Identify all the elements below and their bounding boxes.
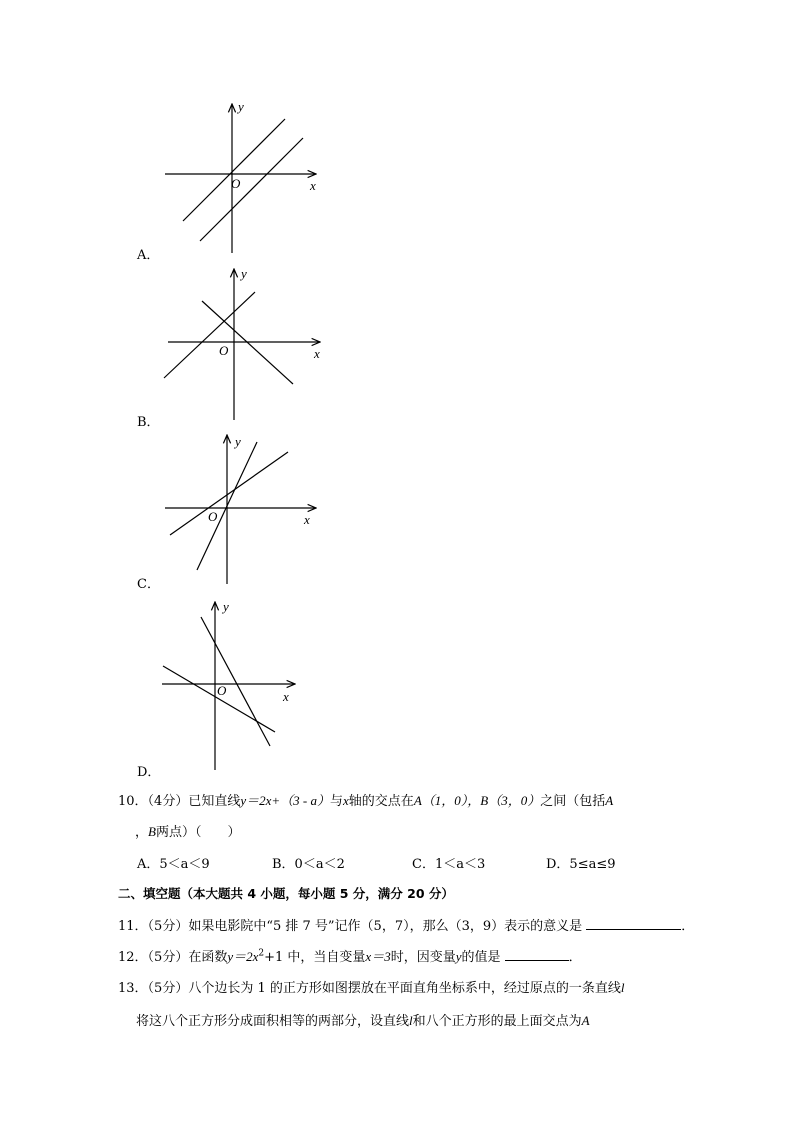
- figure-a: [160, 96, 330, 256]
- section-2-title: 二、填空题（本大题共 4 小题，每小题 5 分，满分 20 分）: [118, 886, 454, 901]
- figure-c: [160, 432, 330, 587]
- origin-label: O: [217, 683, 227, 698]
- x-label: x: [314, 346, 320, 361]
- q10-a: A: [605, 793, 614, 808]
- y-label: y: [235, 434, 241, 449]
- q10-text-d: 之间（包括: [540, 794, 606, 809]
- q12-sup: 2: [258, 948, 265, 959]
- q10-points: A（1，0），B（3，0）: [413, 793, 541, 808]
- q10-choice-d[interactable]: D．5≤a≤9: [546, 857, 616, 872]
- y-label: y: [223, 600, 229, 614]
- q11-answer-blank[interactable]: [586, 917, 681, 930]
- graph-c: [160, 432, 330, 587]
- q12-y: y: [455, 949, 462, 964]
- q10-b: B: [148, 824, 156, 839]
- q10-comma: ，: [135, 825, 149, 840]
- graph-a: [160, 96, 330, 256]
- q10-choice-a[interactable]: A．5＜a＜9: [137, 857, 210, 872]
- q13-line-2: [136, 1010, 590, 1029]
- q12-end: ．: [568, 950, 582, 965]
- q10-line-1: [118, 790, 613, 809]
- q13-l2: l: [409, 1013, 413, 1028]
- q13-l: l: [620, 980, 625, 995]
- y-label: y: [241, 266, 247, 281]
- q12-text-a: 在函数: [188, 950, 228, 965]
- q11-line: [118, 915, 694, 934]
- q13-line2-b: 和八个正方形的最上面交点为: [412, 1014, 582, 1029]
- q12-text-b: +1 中，当自变量: [264, 950, 366, 965]
- line-2: [163, 666, 275, 732]
- q10-text-a: 已知直线: [188, 794, 241, 809]
- q13-line-1: [118, 977, 625, 996]
- q10-choice-c[interactable]: C．1＜a＜3: [412, 857, 486, 872]
- q11-number: 11．: [118, 919, 148, 934]
- line-2: [200, 138, 303, 241]
- q11-end: ．: [681, 919, 695, 934]
- q10-line-2: [135, 821, 240, 840]
- figure-d: [155, 600, 325, 775]
- q10-choice-b[interactable]: B．0＜a＜2: [272, 857, 345, 872]
- option-a-label: A．: [137, 248, 160, 263]
- line-1: [201, 617, 270, 746]
- q11-text: 如果电影院中“5 排 7 号”记作（5，7），那么（3，9）表示的意义是: [188, 919, 583, 934]
- q12-x-eq: x＝3: [365, 949, 391, 964]
- q10-text-c: 轴的交点在: [348, 794, 414, 809]
- origin-label: O: [231, 176, 241, 191]
- graph-d: [155, 600, 325, 775]
- q12-score: （5分）: [147, 950, 189, 965]
- q13-a: A: [581, 1013, 590, 1028]
- option-b-label: B．: [137, 415, 160, 430]
- q10-text-b: 与: [330, 794, 344, 809]
- q12-expr: y＝2x: [227, 949, 259, 964]
- q12-number: 12．: [118, 950, 148, 965]
- option-c-label: C．: [137, 577, 160, 592]
- line-1: [183, 119, 285, 221]
- q13-number: 13．: [118, 981, 148, 996]
- q12-line: [118, 946, 582, 965]
- x-label: x: [310, 178, 316, 193]
- x-label: x: [304, 512, 310, 527]
- origin-label: O: [219, 343, 229, 358]
- q10-line2-b: 两点）（ ）: [155, 825, 241, 840]
- q13-line1: 八个边长为 1 的正方形如图摆放在平面直角坐标系中，经过原点的一条直线: [188, 981, 621, 996]
- y-label: y: [238, 99, 244, 114]
- q10-expr: y＝2x+（3 - a）: [240, 793, 330, 808]
- option-d-label: D．: [137, 765, 161, 780]
- q12-text-d: 的值是: [461, 950, 501, 965]
- q12-text-c: 时，因变量: [390, 950, 456, 965]
- figure-b: [160, 264, 330, 424]
- q10-number: 10．: [118, 794, 148, 809]
- q10-x: x: [343, 793, 349, 808]
- line-1: [164, 292, 255, 378]
- q13-line2-a: 将这八个正方形分成面积相等的两部分，设直线: [136, 1014, 410, 1029]
- graph-b: [160, 264, 330, 424]
- origin-label: O: [208, 509, 218, 524]
- q13-score: （5分）: [147, 981, 189, 996]
- line-2: [170, 452, 288, 535]
- x-label: x: [283, 689, 289, 704]
- q11-score: （5分）: [147, 919, 189, 934]
- q10-score: （4分）: [147, 794, 189, 809]
- q12-answer-blank[interactable]: [505, 948, 569, 961]
